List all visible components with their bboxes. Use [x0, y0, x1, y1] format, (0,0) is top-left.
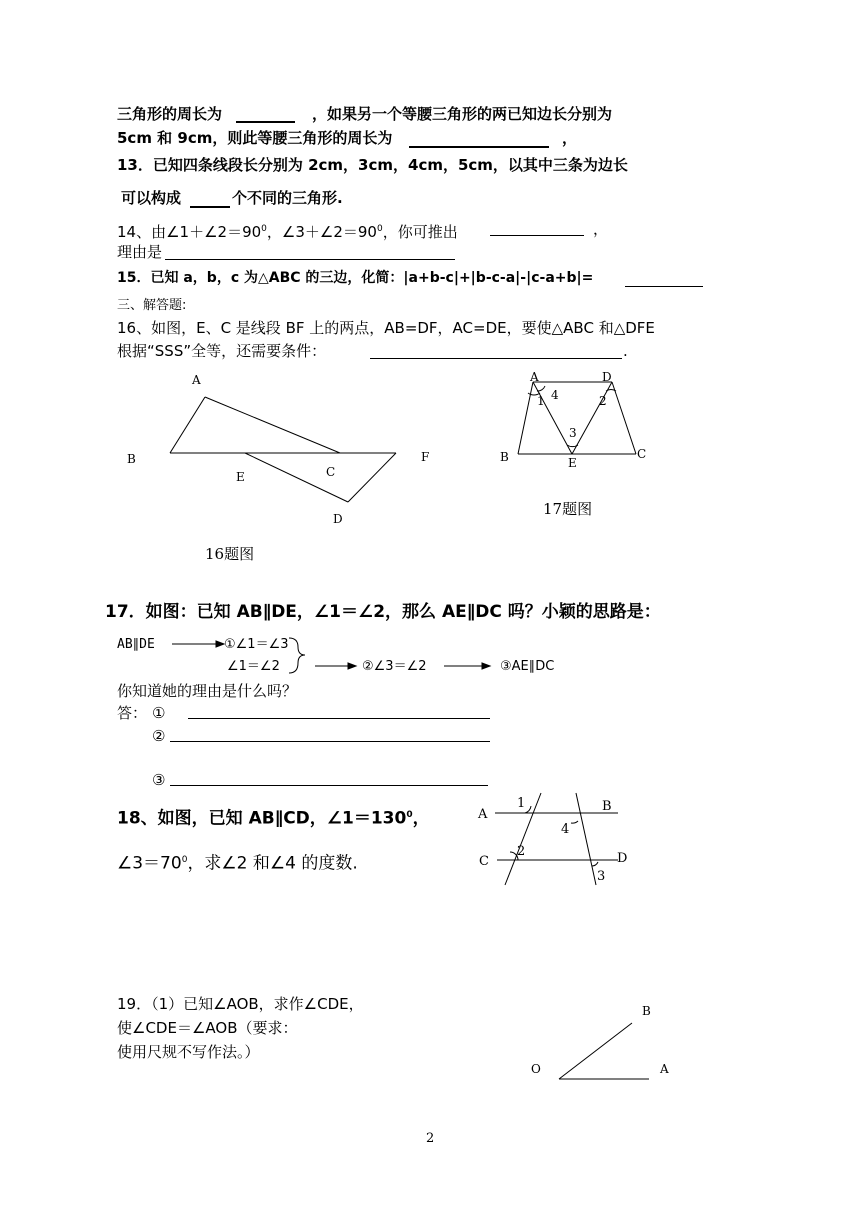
q19-line1: 19．（1）已知∠AOB，求作∠CDE， [117, 995, 364, 1013]
answer-prefix: 答： [117, 704, 148, 722]
answer-marker-1: ① [152, 704, 166, 722]
label-A: A [478, 807, 488, 822]
answer-marker-2: ② [152, 727, 166, 745]
label-angle-4: 4 [551, 388, 559, 402]
q14-line2: 理由是 [117, 243, 163, 261]
flow-start: AB∥DE [117, 637, 155, 652]
q18-text-d: ，求∠2 和∠4 的度数. [187, 853, 358, 874]
degree-sup: 0 [406, 810, 413, 820]
answer-blank-q16[interactable] [370, 358, 622, 359]
angle-4-arc [571, 821, 578, 823]
angle-4-arc [537, 386, 545, 391]
answer-blank-q17-3[interactable] [170, 785, 488, 786]
q18-text-b: ， [412, 808, 430, 829]
q17-ask: 你知道她的理由是什么吗？ [117, 682, 298, 700]
label-angle-2: 2 [599, 394, 607, 408]
label-B: B [500, 450, 509, 464]
q14-text-a: 14、由∠1＋∠2＝90 [117, 223, 262, 241]
label-D: D [617, 851, 628, 866]
label-O: O [531, 1062, 541, 1076]
flow-given: ∠1＝∠2 [227, 659, 280, 674]
degree-sup: 0 [181, 855, 188, 865]
angle-3-arc [567, 445, 578, 447]
q13-line1: 13．已知四条线段长分别为 2cm，3cm，4cm，5cm，以其中三条为边长 [117, 156, 628, 174]
q14-comma: ， [593, 220, 609, 238]
q19-line3: 使用尺规不写作法。） [117, 1043, 260, 1061]
arrow-head [348, 663, 356, 669]
page-number: 2 [426, 1131, 435, 1146]
arrow-head [216, 641, 224, 647]
answer-blank-q12[interactable] [409, 146, 549, 148]
q12-text-2: 5cm 和 9cm，则此等腰三角形的周长为 [117, 129, 393, 147]
segment-AE [533, 382, 572, 454]
figure-17-caption: 17题图 [543, 500, 593, 518]
label-A: A [660, 1062, 669, 1076]
ray-OB [559, 1023, 632, 1079]
arrow-head [482, 663, 490, 669]
label-angle-1: 1 [537, 394, 545, 408]
q18-text-c: ∠3＝70 [117, 853, 182, 874]
label-A: A [192, 373, 201, 387]
transversal-left [505, 793, 541, 885]
angle-3-arc [592, 862, 598, 866]
flow-step-1: ①∠1＝∠3 [224, 637, 289, 652]
q16-line1: 16、如图，E、C 是线段 BF 上的两点，AB=DF，AC=DE，要使△ABC 和△DFE [117, 319, 655, 337]
label-C: C [479, 854, 489, 869]
label-C: C [326, 465, 336, 479]
label-E: E [568, 456, 577, 470]
q13-line2-b: 个不同的三角形. [232, 189, 343, 207]
degree-sup: 0 [376, 224, 383, 234]
answer-blank-q11[interactable] [236, 121, 295, 123]
section-heading: 三、解答题: [117, 298, 187, 313]
label-angle-2: 2 [517, 844, 526, 859]
q14-line1 [117, 219, 458, 242]
flow-step-3: ③AE∥DC [500, 659, 555, 674]
label-B: B [642, 1004, 651, 1018]
answer-blank-q15[interactable] [625, 286, 703, 287]
segment-AC [205, 397, 340, 453]
segment-FD [348, 453, 396, 502]
q15-text: 15．已知 a，b，c 为△ABC 的三边，化简：|a+b-c|+|b-c-a|-|c-a+b|= [117, 270, 594, 286]
label-E: E [236, 470, 245, 484]
label-A: A [530, 370, 539, 384]
q18-line1 [117, 803, 430, 831]
q18-line2 [117, 848, 358, 876]
label-angle-3: 3 [569, 426, 577, 440]
label-B: B [127, 452, 136, 466]
answer-marker-3: ③ [152, 771, 166, 789]
segment-DE [245, 453, 348, 502]
q14-text-c: ，你可推出 [382, 223, 458, 241]
flow-step-2: ②∠3＝∠2 [362, 659, 427, 674]
brace [289, 638, 305, 673]
q17-question: 17．如图：已知 AB∥DE，∠1＝∠2，那么 AE∥DC 吗？小颖的思路是： [105, 602, 661, 622]
segment-DC [612, 382, 636, 454]
label-D: D [602, 370, 612, 384]
q18-text-a: 18、如图，已知 AB∥CD，∠1＝130 [117, 808, 407, 829]
label-angle-1: 1 [517, 796, 526, 811]
q16-period: . [623, 342, 628, 360]
transversal-right [576, 793, 596, 885]
q13-line2-a: 可以构成 [121, 189, 182, 207]
q19-line2: 使∠CDE＝∠AOB（要求： [117, 1019, 298, 1037]
answer-blank-q17-1[interactable] [188, 718, 490, 719]
q11-tail: 三角形的周长为 [117, 105, 223, 123]
answer-blank-q17-2[interactable] [170, 741, 490, 742]
segment-DE [572, 382, 612, 454]
label-angle-4: 4 [561, 822, 570, 837]
label-D: D [333, 512, 343, 526]
angle-1-arc [525, 806, 531, 813]
segment-AB [518, 382, 533, 454]
answer-blank-q13[interactable] [190, 206, 230, 208]
angle-1-arc [528, 393, 540, 395]
degree-sup: 0 [261, 224, 267, 234]
angle-2-arc [606, 390, 616, 391]
label-B: B [602, 799, 612, 814]
answer-blank-q14-conclusion[interactable] [490, 235, 584, 236]
q16-line2: 根据“SSS”全等，还需要条件： [117, 342, 327, 360]
angle-2-arc [510, 852, 518, 860]
label-angle-3: 3 [597, 869, 606, 884]
q12-text-1: ，如果另一个等腰三角形的两已知边长分别为 [312, 105, 613, 123]
q12-comma: ， [562, 129, 578, 147]
label-C: C [637, 447, 647, 461]
figure-16-caption: 16题图 [205, 545, 255, 563]
answer-blank-q14-reason[interactable] [165, 259, 455, 260]
q14-text-b: ，∠3＋∠2＝90 [266, 223, 377, 241]
label-F: F [421, 450, 430, 464]
segment-AB [170, 397, 205, 453]
